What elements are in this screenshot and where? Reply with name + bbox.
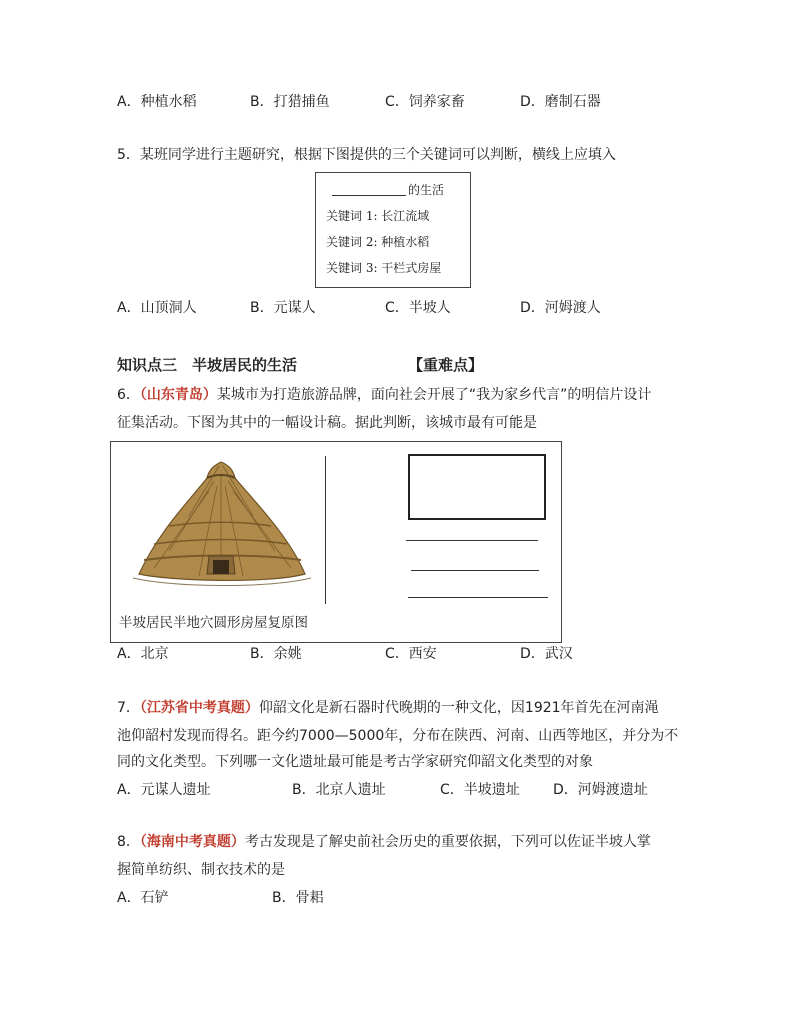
q8-stem-text: 考古发现是了解史前社会历史的重要依据，下列可以佐证半坡人掌: [244, 834, 651, 850]
q6-stem: [117, 385, 651, 405]
q8-source: （海南中考真题）: [139, 834, 245, 850]
q6-option-d: D．武汉: [520, 646, 573, 662]
q7-option-a: A．元谋人遗址: [117, 782, 211, 798]
q7-option-d: D．河姆渡遗址: [553, 782, 648, 798]
q8-number: 8．: [117, 834, 140, 850]
q6-option-c: C．西安: [385, 646, 437, 662]
postcard-caption: 半坡居民半地穴圆形房屋复原图: [119, 615, 308, 631]
q5-option-c: C．半坡人: [385, 300, 451, 316]
q5-keyword-1: 关键词 1: 长江流域: [326, 209, 430, 223]
postcard-figure: [110, 441, 562, 643]
q5-keyword-3: 关键词 3: 干栏式房屋: [326, 261, 442, 275]
q5-blank-line: [332, 195, 406, 196]
q5-option-d: D．河姆渡人: [520, 300, 601, 316]
q5-box-title: 的生活: [408, 183, 445, 197]
q8-stem: [117, 832, 651, 852]
q7-number: 7．: [117, 700, 140, 716]
q4-option-b: B．打猎捕鱼: [250, 94, 330, 110]
q6-source: （山东青岛）: [139, 387, 217, 403]
q6-option-b: B．余姚: [250, 646, 302, 662]
q7-stem-line2: 池仰韶村发现而得名。距今约7000—5000年，分布在陕西、河南、山西等地区，并分为不: [117, 728, 679, 744]
q8-stem-line2: 握简单纺织、制衣技术的是: [117, 862, 285, 878]
q4-option-a: A．种植水稻: [117, 94, 197, 110]
section-tag: 【重难点】: [408, 356, 484, 374]
postcard-stamp-box: [408, 454, 546, 520]
postcard-address-line: [408, 597, 548, 598]
postcard-address-line: [411, 570, 539, 571]
section-title: 知识点三 半坡居民的生活: [117, 356, 298, 374]
q5-option-b: B．元谋人: [250, 300, 316, 316]
q6-option-a: A．北京: [117, 646, 169, 662]
postcard-address-line: [406, 540, 538, 541]
q5-stem: 5．某班同学进行主题研究，根据下图提供的三个关键词可以判断，横线上应填入: [117, 147, 616, 163]
q7-option-c: C．半坡遗址: [440, 782, 520, 798]
hut-illustration: [129, 456, 314, 606]
q5-option-a: A．山顶洞人: [117, 300, 197, 316]
q8-option-b: B．骨耜: [272, 890, 324, 906]
q4-option-c: C．饲养家畜: [385, 94, 465, 110]
q6-number: 6．: [117, 387, 140, 403]
postcard-divider: [325, 456, 326, 604]
q4-option-d: D．磨制石器: [520, 94, 601, 110]
q7-stem: [117, 698, 659, 718]
q7-option-b: B．北京人遗址: [292, 782, 386, 798]
q6-stem-text: 某城市为打造旅游品牌，面向社会开展了“我为家乡代言”的明信片设计: [216, 387, 652, 403]
q7-stem-line3: 同的文化类型。下列哪一文化遗址最可能是考古学家研究仰韶文化类型的对象: [117, 754, 593, 770]
q6-stem-line2: 征集活动。下图为其中的一幅设计稿。据此判断，该城市最有可能是: [117, 415, 537, 431]
q7-source: （江苏省中考真题）: [139, 700, 259, 716]
q5-keyword-2: 关键词 2: 种植水稻: [326, 235, 430, 249]
q7-stem-text: 仰韶文化是新石器时代晚期的一种文化，因1921年首先在河南渑: [258, 700, 659, 716]
q8-option-a: A．石铲: [117, 890, 169, 906]
q5-keyword-box: [315, 172, 471, 288]
